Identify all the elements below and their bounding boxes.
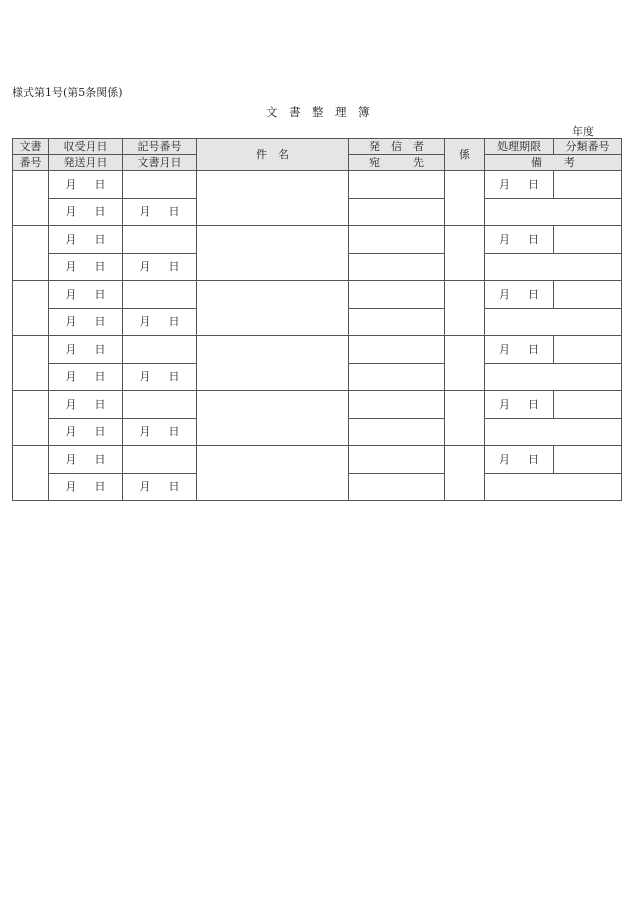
day-unit: 日 [168,425,180,439]
subject-cell[interactable] [197,171,349,226]
day-unit: 日 [528,342,539,356]
month-unit: 月 [139,425,151,439]
month-unit: 月 [139,370,151,384]
day-unit: 日 [528,287,539,301]
recipient-cell[interactable] [349,418,445,446]
day-unit: 日 [94,480,106,494]
fiscal-year-label: 年度 [572,125,594,138]
remarks-cell[interactable] [485,253,622,281]
deadline-cell[interactable] [485,446,554,474]
document-date-cell[interactable] [123,308,197,336]
month-unit: 月 [65,480,77,494]
staff-cell[interactable] [445,336,485,391]
remarks-cell[interactable] [485,363,622,391]
month-unit: 月 [139,315,151,329]
form-number: 様式第1号(第5条関係) [12,86,123,99]
month-unit: 月 [499,397,510,411]
col-recipient: 宛 先 [349,155,445,171]
col-doc-number-bottom: 番号 [13,155,49,171]
received-date-cell[interactable] [49,391,123,419]
col-document-date: 文書月日 [123,155,197,171]
sent-date-cell[interactable] [49,363,123,391]
deadline-cell[interactable] [485,391,554,419]
day-unit: 日 [94,315,106,329]
month-unit: 月 [139,260,151,274]
recipient-cell[interactable] [349,198,445,226]
col-remarks: 備 考 [485,155,622,171]
staff-cell[interactable] [445,226,485,281]
day-unit: 日 [168,315,180,329]
doc-number-cell[interactable] [13,391,49,446]
col-staff: 係 [445,139,485,171]
received-date-cell[interactable] [49,446,123,474]
day-unit: 日 [168,260,180,274]
recipient-cell[interactable] [349,253,445,281]
subject-cell[interactable] [197,226,349,281]
remarks-cell[interactable] [485,473,622,501]
doc-number-cell[interactable] [13,336,49,391]
sent-date-cell[interactable] [49,198,123,226]
sender-cell[interactable] [349,171,445,199]
subject-cell[interactable] [197,391,349,446]
doc-number-cell[interactable] [13,226,49,281]
table-row [13,226,622,254]
month-unit: 月 [65,315,77,329]
class-number-cell[interactable] [554,281,622,309]
month-unit: 月 [65,425,77,439]
header-row-top [13,139,622,155]
col-deadline: 処理期限 [485,139,554,155]
month-unit: 月 [65,342,77,356]
doc-number-cell[interactable] [13,446,49,501]
month-unit: 月 [65,260,77,274]
symbol-number-cell[interactable] [123,446,197,474]
day-unit: 日 [528,177,539,191]
month-unit: 月 [65,177,77,191]
sender-cell[interactable] [349,281,445,309]
day-unit: 日 [94,205,106,219]
class-number-cell[interactable] [554,391,622,419]
symbol-number-cell[interactable] [123,336,197,364]
day-unit: 日 [94,397,106,411]
day-unit: 日 [528,397,539,411]
month-unit: 月 [499,342,510,356]
received-date-cell[interactable] [49,171,123,199]
document-date-cell[interactable] [123,363,197,391]
day-unit: 日 [94,232,106,246]
sent-date-cell[interactable] [49,308,123,336]
day-unit: 日 [168,205,180,219]
day-unit: 日 [94,260,106,274]
col-received-date: 収受月日 [49,139,123,155]
sent-date-cell[interactable] [49,253,123,281]
day-unit: 日 [528,232,539,246]
day-unit: 日 [168,370,180,384]
recipient-cell[interactable] [349,308,445,336]
month-unit: 月 [65,452,77,466]
deadline-cell[interactable] [485,281,554,309]
sender-cell[interactable] [349,336,445,364]
sent-date-cell[interactable] [49,418,123,446]
subject-cell[interactable] [197,281,349,336]
col-class-number: 分類番号 [554,139,622,155]
col-symbol-number: 記号番号 [123,139,197,155]
recipient-cell[interactable] [349,473,445,501]
sent-date-cell[interactable] [49,473,123,501]
staff-cell[interactable] [445,171,485,226]
staff-cell[interactable] [445,391,485,446]
document-date-cell[interactable] [123,473,197,501]
sender-cell[interactable] [349,391,445,419]
month-unit: 月 [499,452,510,466]
table-row [13,391,622,419]
staff-cell[interactable] [445,281,485,336]
class-number-cell[interactable] [554,336,622,364]
month-unit: 月 [499,232,510,246]
received-date-cell[interactable] [49,281,123,309]
month-unit: 月 [139,205,151,219]
document-title-text: 文 書 整 理 簿 [266,105,370,119]
day-unit: 日 [528,452,539,466]
symbol-number-cell[interactable] [123,281,197,309]
doc-number-cell[interactable] [13,171,49,226]
received-date-cell[interactable] [49,226,123,254]
col-sender: 発 信 者 [349,139,445,155]
deadline-cell[interactable] [485,226,554,254]
class-number-cell[interactable] [554,226,622,254]
day-unit: 日 [168,480,180,494]
staff-cell[interactable] [445,446,485,501]
subject-cell[interactable] [197,446,349,501]
day-unit: 日 [94,342,106,356]
month-unit: 月 [65,232,77,246]
table-row [13,281,622,309]
day-unit: 日 [94,287,106,301]
received-date-cell[interactable] [49,336,123,364]
subject-cell[interactable] [197,336,349,391]
class-number-cell[interactable] [554,446,622,474]
remarks-cell[interactable] [485,198,622,226]
month-unit: 月 [499,177,510,191]
table-row [13,446,622,474]
day-unit: 日 [94,452,106,466]
deadline-cell[interactable] [485,171,554,199]
month-unit: 月 [65,370,77,384]
symbol-number-cell[interactable] [123,226,197,254]
table-row [13,171,622,199]
col-doc-number-top: 文書 [13,139,49,155]
col-subject: 件 名 [197,139,349,171]
day-unit: 日 [94,370,106,384]
day-unit: 日 [94,177,106,191]
doc-number-cell[interactable] [13,281,49,336]
recipient-cell[interactable] [349,363,445,391]
document-date-cell[interactable] [123,253,197,281]
month-unit: 月 [65,397,77,411]
month-unit: 月 [65,205,77,219]
document-date-cell[interactable] [123,198,197,226]
sender-cell[interactable] [349,226,445,254]
deadline-cell[interactable] [485,336,554,364]
remarks-cell[interactable] [485,308,622,336]
month-unit: 月 [139,480,151,494]
symbol-number-cell[interactable] [123,171,197,199]
day-unit: 日 [94,425,106,439]
document-date-cell[interactable] [123,418,197,446]
remarks-cell[interactable] [485,418,622,446]
symbol-number-cell[interactable] [123,391,197,419]
document-title [0,104,630,120]
month-unit: 月 [65,287,77,301]
month-unit: 月 [499,287,510,301]
class-number-cell[interactable] [554,171,622,199]
col-sent-date: 発送月日 [49,155,123,171]
sender-cell[interactable] [349,446,445,474]
table-row [13,336,622,364]
document-register-table [12,138,622,501]
